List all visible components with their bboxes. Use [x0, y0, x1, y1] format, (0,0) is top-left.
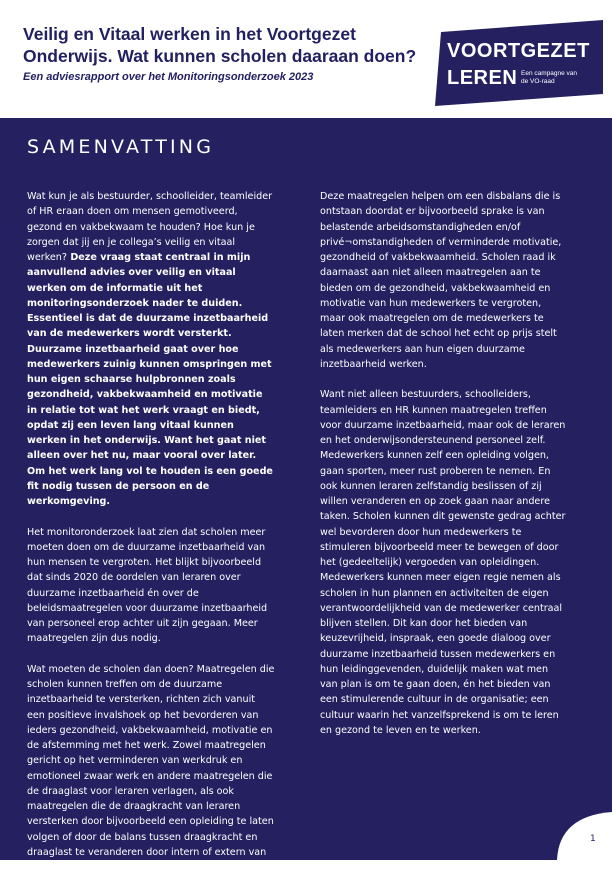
logo-line1: VOORTGEZET: [447, 40, 590, 62]
paragraph-measures: Wat moeten de scholen dan doen? Maatregelen die scholen kunnen treffen om de duurzame inzetbaarheid te versterken, richten zich vanuit een positieve invalshoek op het bevorderen van ieders gezondheid, vakbekwaamheid, motivatie en de afstemming met het werk. Zowel maatregelen gericht op het verminderen van werkdruk en emotioneel zwaar werk en andere maatregelen die de draaglast voor leraren verlagen, als ook maatregelen die de draagkracht van leraren versterken door bijvoorbeeld een opleiding te laten volgen of door de balans tussen draagkracht en draaglast te veranderen door intern of extern van functie te veranderen.: [27, 663, 275, 873]
paragraph-monitor: Het monitoronderzoek laat zien dat scholen meer moeten doen om de duurzame inzetbaarheid van hun mensen te vergroten. Het blijkt bijvoorbeeld dat sinds 2020 de oordelen van leraren over duurzame inzetbaarheid én over de beleidsmaatregelen voor duurzame inzetbaarheid van personeel erop achter uit zijn gegaan. Meer maatregelen zijn dus nodig.: [27, 526, 268, 645]
paragraph-intro: [27, 189, 275, 509]
page-subtitle: Een adviesrapport over het Monitoringsonderzoek 2023: [23, 71, 314, 83]
voortgezet-leren-logo: [435, 20, 605, 106]
page-title: Veilig en Vitaal werken in het Voortgezet Onderwijs. Wat kunnen scholen daaraan doen?: [23, 24, 417, 66]
paragraph-imbalance: Deze maatregelen helpen om een disbalans die is ontstaan doordat er bijvoorbeeld sprake is van belastende arbeidsomstandigheden en/of privé¬omstandigheden of verminderde motivatie, gezondheid of vakbekwaamheid. Scholen raad ik daarnaast aan niet alleen maatregelen aan te bieden om de gezondheid, vakbekwaamheid en motivatie van hun medewerkers te vergroten, maar ook maatregelen om de medewerkers te laten merken dat de school het echt op prijs stelt als medewerkers aan hun eigen duurzame inzetbaarheid werken.: [320, 191, 562, 370]
section-heading: SAMENVATTING: [27, 136, 215, 158]
page-corner-shape: [557, 812, 612, 862]
intro-bold: Deze vraag staat centraal in mijn aanvullend advies over veilig en vitaal werken om de informatie uit het monitoringsonderzoek nader te duiden. Essentieel is dat de duurzame inzetbaarheid van de medewerkers wordt versterkt. Duurzame inzetbaarheid gaat over hoe medewerkers zuinig kunnen omspringen met hun eigen schaarse hulpbronnen zoals gezondheid, vakbekwaamheid en motivatie in relatie tot wat het werk vraagt en biedt, opdat zij een leven lang vitaal kunnen werken in het onderwijs. Want het gaat niet alleen over het nu, maar vooral over later. Om het werk lang vol te houden is een goede fit nodig tussen de persoon en de werkomgeving.: [27, 252, 273, 507]
logo-tag2: de VO-raad: [521, 78, 555, 85]
intro-question: Wat kun je als bestuurder, schoolleider, teamleider of HR eraan doen om mensen gemotiveerd, gezond en vakbekwaam te houden? Hoe kun je zorgen dat jij en je collega’s veilig en vitaal werken?: [27, 191, 273, 263]
header: [0, 0, 612, 118]
left-column: [27, 189, 275, 891]
logo-tag1: Een campagne van: [521, 70, 578, 77]
right-column: [320, 189, 568, 753]
page-number: 1: [590, 834, 596, 844]
paragraph-own-direction: Want niet alleen bestuurders, schoolleiders, teamleiders en HR kunnen maatregelen treffen voor duurzame inzetbaarheid, maar ook de leraren en het onderwijsondersteunend personeel zelf. Medewerkers kunnen zelf een opleiding volgen, gaan sporten, meer rust proberen te nemen. En ook kunnen leraren zelfstandig beslissen of zij willen veranderen en op zoek gaan naar andere taken. Scholen kunnen dit gewenste gedrag achter wel bevorderen door hun medewerkers te stimuleren bijvoorbeeld meer te bewegen of door het (gedeeltelijk) vergoeden van opleidingen. Medewerkers kunnen meer eigen regie nemen als scholen in hun plannen en activiteiten de eigen verantwoordelijkheid van de medewerker centraal blijven stellen. Dit kan door het bieden van keuzevrijheid, inspraak, een goede dialoog over duurzame inzetbaarheid tussen medewerkers en hun leidinggevenden, duidelijk maken wat men van plan is om te gaan doen, én het bieden van een stimulerende cultuur in de organisatie; een cultuur waarin het vanzelfsprekend is om te leren en gezond te leven en te werken.: [320, 389, 566, 736]
logo-line2: LEREN: [447, 67, 518, 89]
